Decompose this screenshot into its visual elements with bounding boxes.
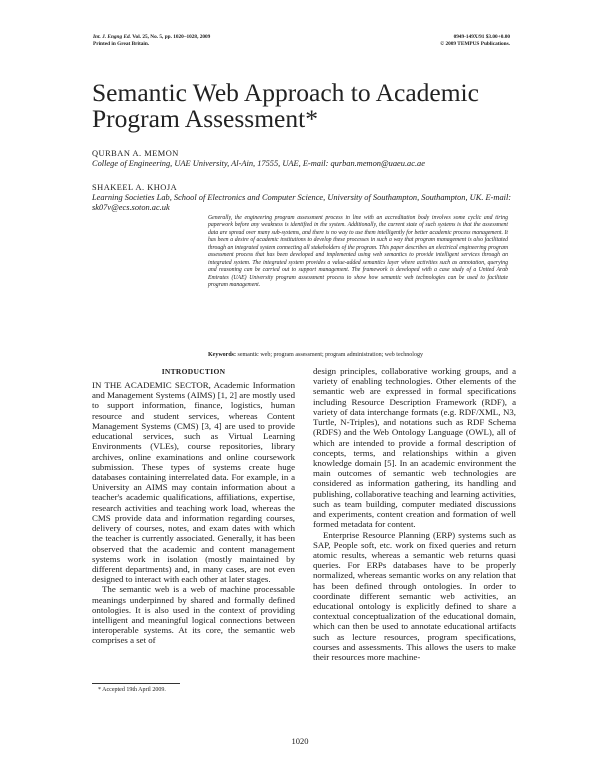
body-column-right [313,366,516,662]
author-name: QURBAN A. MEMON [92,149,179,158]
copyright-line: © 2009 TEMPUS Publications. [440,40,510,47]
footnote: * Accepted 19th April 2009. [98,687,166,693]
paragraph: The semantic web is a web of machine processable meanings underpinned by shared and formally defined ontologies. It is also used in the context of providing intelligent and meaningful logical connections between interoperable systems. At its core, the semantic web comprises a set of [92,584,295,646]
running-header-left [93,34,210,47]
body-column-left [92,380,295,646]
section-heading: INTRODUCTION [161,367,226,376]
page-number: 1020 [291,736,309,746]
author-affiliation: College of Engineering, UAE University, Al-Ain, 17555, UAE, E-mail: qurban.memon@uaeu.ac.ae [92,159,425,169]
footnote-rule [92,683,180,684]
journal-abbrev: Int. J. Engng Ed. [93,34,131,40]
paper-title: Semantic Web Approach to Academic Program Assessment* [92,78,479,133]
paragraph: IN THE ACADEMIC SECTOR, Academic Information and Management Systems (AIMS) [1, 2] are mostly used to support information, finance, logistics, human resource and student services, whereas Content Management Systems (CMS) [3, 4] are used to provide educational services, such as Virtual Learning Environments (VLEs), course repositories, library archives, online examinations and online coursework submission. These types of systems create huge databases containing interrelated data. For example, in a University an AIMS may contain information about a teacher's academic qualifications, affiliations, expertise, research activities and teaching work load, whereas the CMS provide data and information regarding courses, delivery of courses, notes, and exam dates with which the teacher is currently associated. Generally, it has been observed that the academic and content management systems work in isolation (mostly maintained by different departments) and, in many cases, are not even designed to interact with each other at later stages. [92,380,295,585]
author-name: SHAKEEL A. KHOJA [92,183,178,192]
keywords [208,352,508,359]
keywords-text: semantic web; program assessment; program administration; web technology [237,352,423,358]
keywords-label: Keywords: [208,352,236,358]
issn-line: 0949-149X/91 $3.00+0.00 [453,34,510,40]
printed-line: Printed in Great Britain. [93,40,150,47]
running-header-right [440,34,510,47]
author-affiliation: Learning Societies Lab, School of Electronics and Computer Science, University of Southampton, Southampton, UK. E-mail: sk07v@ecs.soton.ac.uk [92,193,512,213]
paragraph: design principles, collaborative working groups, and a variety of enabling technologies. Other elements of the semantic web are expressed in formal specifications including Resource Description Framework (RDF), a variety of data interchange formats (e.g. RDF/XML, N3, Turtle, N-Triples), and notations such as RDF Schema (RDFS) and the Web Ontology Language (OWL), all of which are intended to provide a formal description of concepts, terms, and relationships within a given knowledge domain [5]. In an academic environment the main outcomes of semantic web technologies are considered as information gathering, its handling and publishing, collaborative teaching and learning activities, such as team building, computer mediated discussions and experiments, content creation and formation of well formed metadata for content. [313,366,516,530]
paragraph: Enterprise Resource Planning (ERP) systems such as SAP, People soft, etc. work on fixed queries and return atomic results, whereas a semantic web returns quasi queries. For ERPs databases have to be properly normalized, whereas semantic works on any relation that has been defined through ontologies. In order to coordinate different semantic web activities, an educational ontology is explicitly defined to share a contextual conceptualization of the educational domain, which can then be used to annotate educational artifacts such as lecture resources, program specifications, courses and assessments. This allows the users to make their resources more machine- [313,529,516,663]
author-block-2 [92,183,522,214]
author-block-1 [92,149,522,169]
abstract: Generally, the engineering program assessment process in line with an accreditation body involves some cyclic and tiring paperwork before any weakness is identified in the system. Additionally, the current state of such systems is that the assessment data are spread over many sub-systems, and there is no way to use them intelligently for better academic process management. It has been a desire of academic institutions to develop these processes in such a way that program management is also facilitated through an integrated system connecting all stakeholders of the program. This paper describes an electrical engineering program assessment process that has been developed and implemented using web semantics to provide intelligent services through an integrated system. The integrated system provides a value-added semantics layer where activities such as annotation, querying and reasoning can be carried out to support management. The framework is developed with a case study of a United Arab Emirates (UAE) University program assessment process to show how semantic web technologies can be used to facilitate program management. [208,215,508,289]
journal-details: Vol. 25, No. 5, pp. 1020–1028, 2009 [132,34,211,40]
